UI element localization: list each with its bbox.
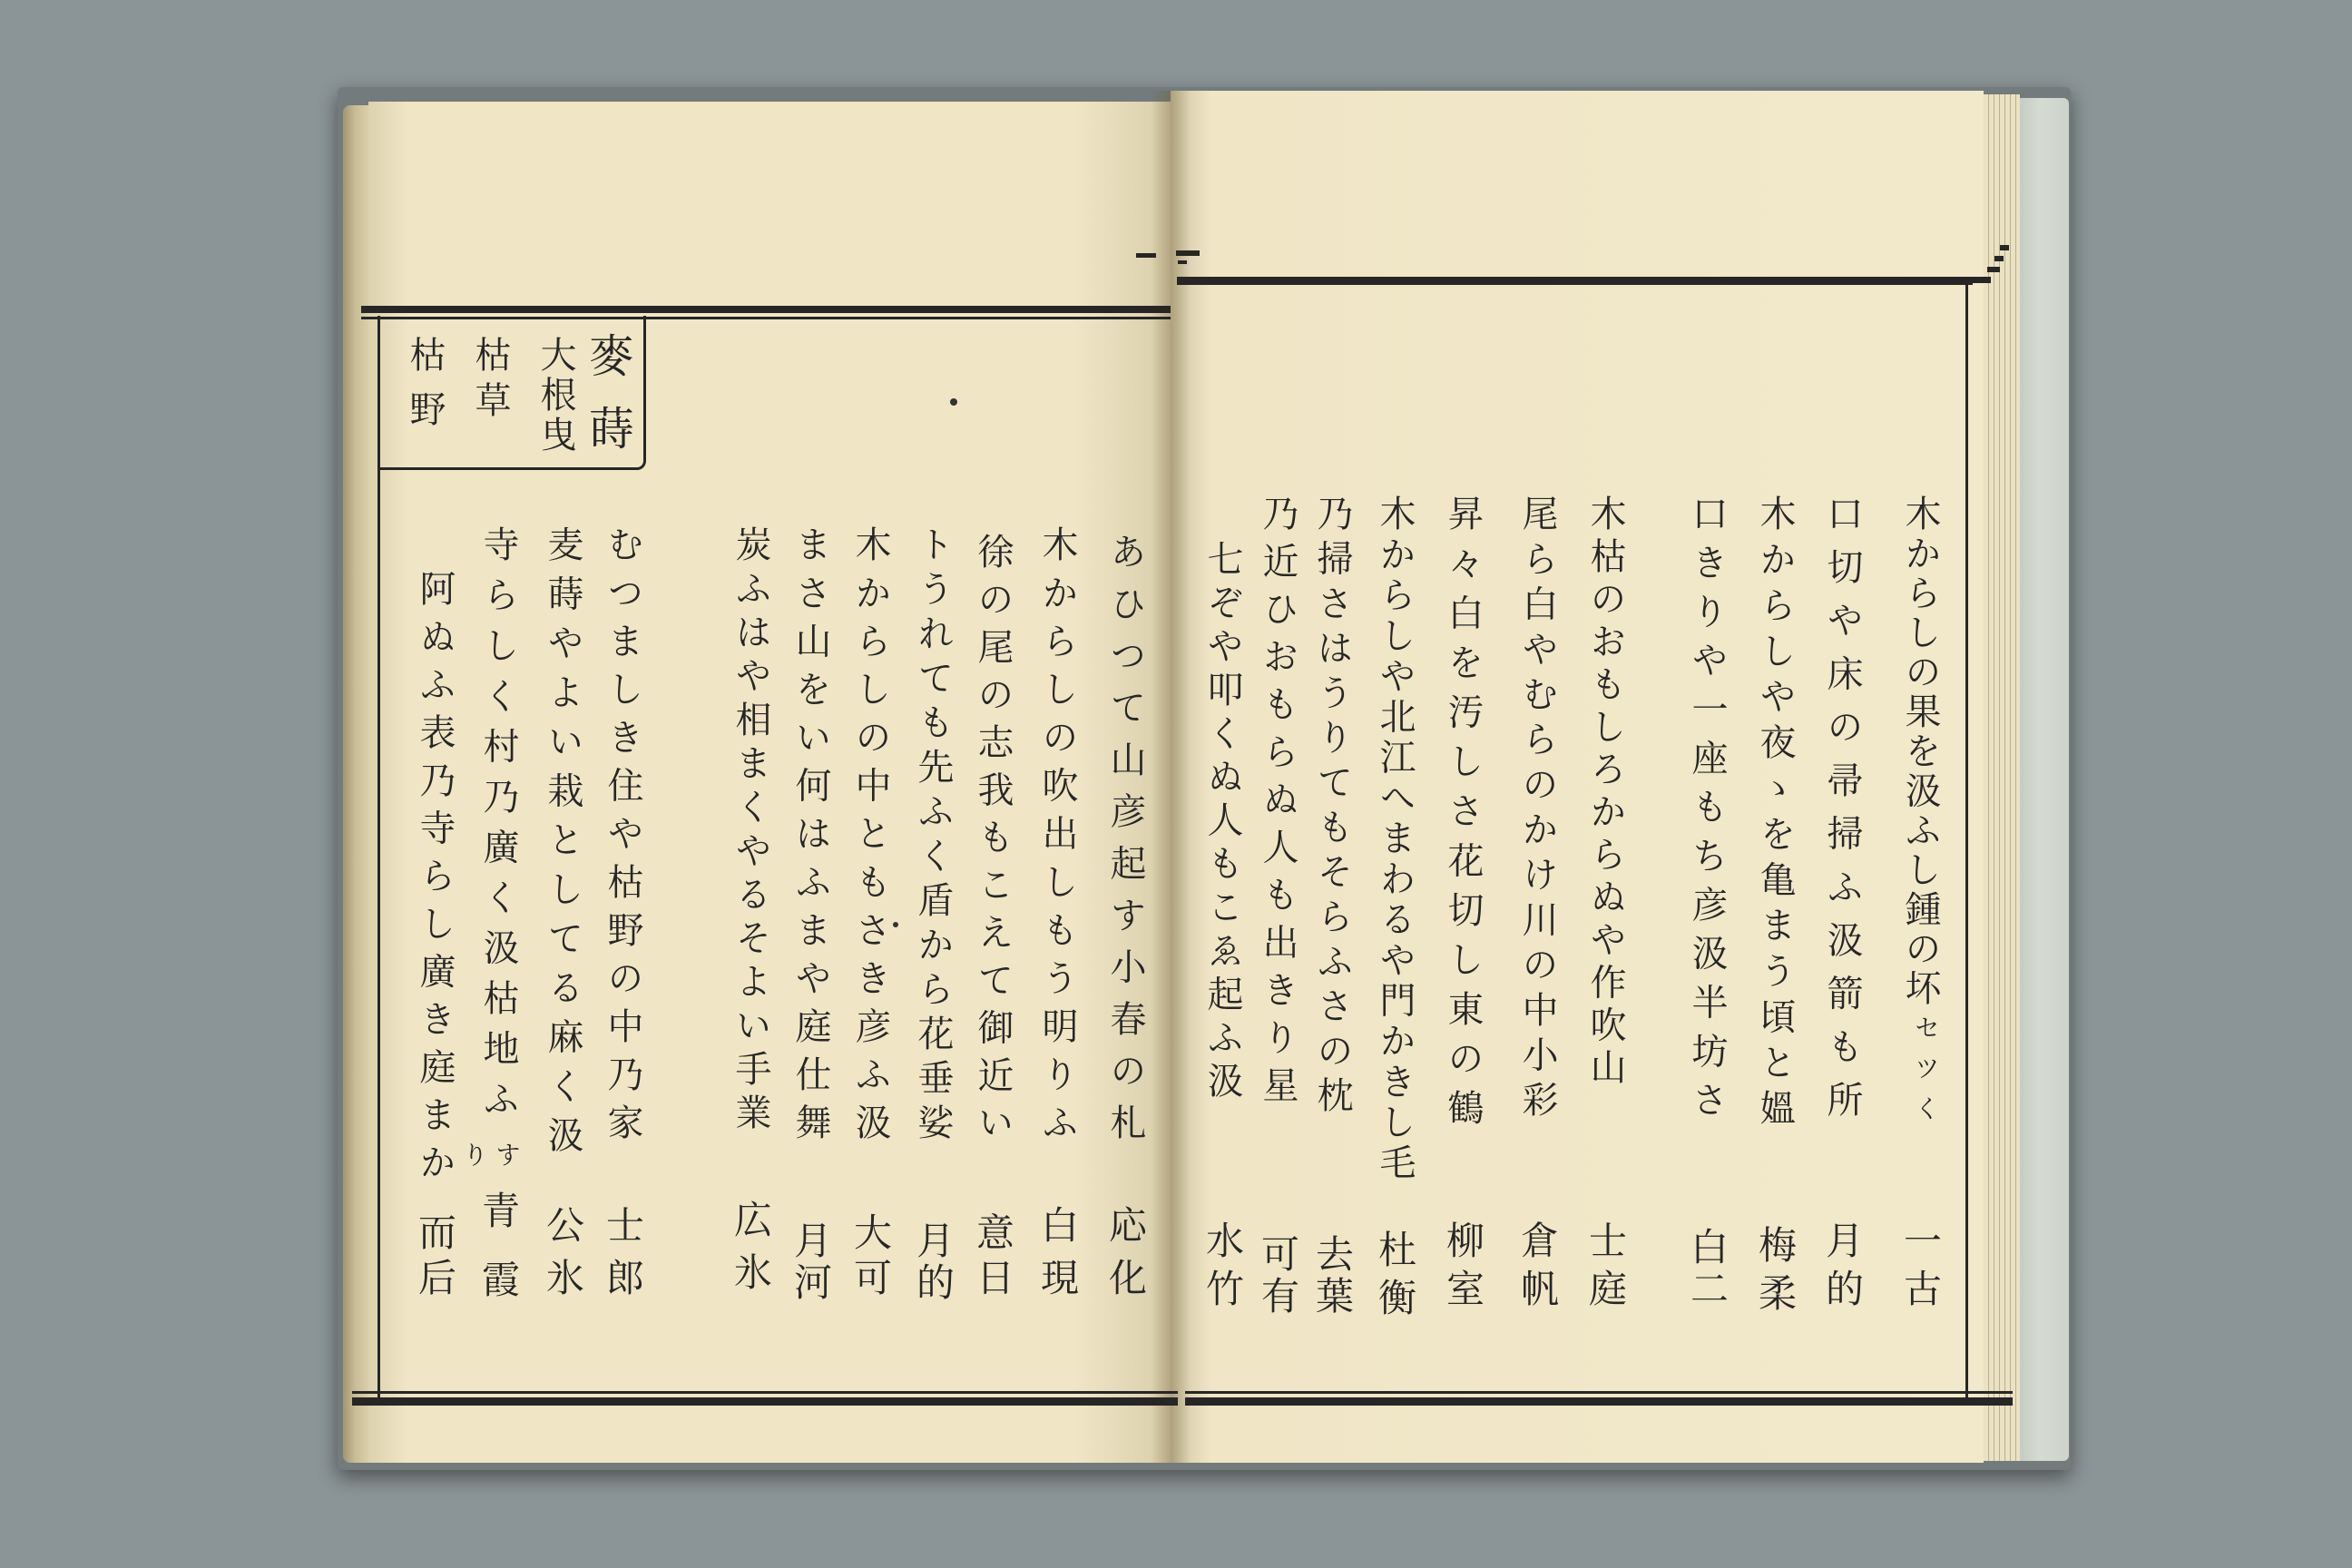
poet-name: 大可 xyxy=(848,1212,893,1296)
verse-text: むつましき住や枯野の中乃家 xyxy=(602,525,643,1140)
top-rule xyxy=(1177,277,1973,285)
bottom-rule-thin xyxy=(352,1391,1178,1394)
verse-note: すり xyxy=(459,1142,522,1167)
fold-mark xyxy=(1178,260,1187,264)
top-rule xyxy=(361,306,1171,313)
poet-name: 倉帆 xyxy=(1515,1220,1560,1307)
poet-name: 士郎 xyxy=(601,1205,645,1296)
verse-text: 木からしや北江へまわるや門かきし毛 xyxy=(1374,495,1416,1180)
verse-text: 麦蒔やよい栽としてる麻く汲 xyxy=(542,525,583,1152)
poet-name: 去葉 xyxy=(1310,1234,1355,1314)
verse-text: 尾ら白やむらのかけ川の中小彩 xyxy=(1516,495,1558,1118)
poet-name: 士庭 xyxy=(1583,1220,1628,1307)
poet-name: 月的 xyxy=(1820,1220,1865,1307)
corner-mark xyxy=(1973,277,1991,283)
poet-name: 柳室 xyxy=(1441,1220,1485,1307)
ink-dot xyxy=(950,398,957,406)
back-cover xyxy=(2020,98,2069,1461)
topic-label: 枯野 xyxy=(404,336,446,426)
poet-name: 応化 xyxy=(1103,1205,1148,1296)
poet-name: 広氷 xyxy=(729,1200,773,1290)
topic-label: 麥蒔 xyxy=(582,332,634,450)
poet-name: 意日 xyxy=(971,1212,1015,1296)
poet-name: 青霞 xyxy=(476,1191,521,1298)
corner-mark xyxy=(1987,267,2000,272)
verse-text: 木からしの中ともさき彦ふ汲 xyxy=(849,525,891,1140)
verse-text: 徐の尾の志我もこえて御近い xyxy=(972,533,1014,1140)
fold-mark xyxy=(1176,250,1200,256)
verse-text: トうれても先ふく盾から花垂娑 xyxy=(912,525,954,1140)
bottom-rule xyxy=(1185,1397,2013,1406)
verse-text: 木枯のおもしろからぬや作吹山 xyxy=(1584,495,1626,1084)
poet-name: 一古 xyxy=(1898,1220,1943,1307)
verse-text: 阿ぬふ表乃寺らし廣き庭まか xyxy=(414,570,456,1180)
verse-text: 木からしの果を汲ふし鍾の坏 xyxy=(1899,495,1941,1005)
poet-name: 公氷 xyxy=(541,1205,585,1296)
verse-note: セツく xyxy=(1911,1014,1941,1121)
verse-text: 七ぞや叩くぬ人もこゑ起ふ汲 xyxy=(1201,540,1243,1098)
corner-mark xyxy=(1994,256,2004,261)
verse-text: 木からしの吹出しもう明りふ xyxy=(1036,525,1078,1140)
border-line xyxy=(377,316,380,1397)
poet-name: 水竹 xyxy=(1200,1220,1245,1307)
topic-label: 枯草 xyxy=(469,336,511,417)
gutter-shadow xyxy=(1151,91,1191,1463)
verse-text: 乃掃さはうりてもそらふさの枕 xyxy=(1311,495,1353,1112)
poet-name: 月河 xyxy=(789,1220,833,1300)
verse-text: 昇々白を汚しさ花切し東の鶴 xyxy=(1442,495,1484,1125)
ink-dot xyxy=(893,922,898,927)
bottom-rule-thin xyxy=(1185,1391,2013,1394)
verse-text: 口きりや一座もち彦汲半坊さ xyxy=(1686,495,1728,1117)
fold-mark xyxy=(1136,253,1156,258)
topic-label: 大根曳 xyxy=(534,336,576,452)
verse-text: 木からしや夜ゝを亀まう頃と媼 xyxy=(1754,495,1796,1125)
page-edge-stack xyxy=(1984,94,2020,1461)
poet-name: 而后 xyxy=(413,1212,457,1296)
poet-name: 杜衡 xyxy=(1373,1230,1417,1316)
verse-text: 乃近ひおもらぬ人も出きり星 xyxy=(1257,495,1298,1102)
poet-name: 白現 xyxy=(1035,1205,1080,1296)
verse-text: 口切や床の帚掃ふ汲箭も所 xyxy=(1821,495,1863,1117)
bottom-rule xyxy=(352,1397,1178,1406)
poet-name: 梅柔 xyxy=(1753,1225,1798,1311)
poet-name: 可有 xyxy=(1256,1234,1300,1314)
border-line xyxy=(1965,283,1968,1401)
verse-text: 炭ふはや相まくやるそよい手業 xyxy=(730,525,771,1130)
poet-name: 月的 xyxy=(911,1220,956,1300)
poet-name: 白二 xyxy=(1685,1227,1730,1307)
verse-text: 寺らしく村乃廣く汲枯地ふ xyxy=(477,525,519,1116)
verse-text: あひつて山彦起す小春の札 xyxy=(1104,533,1146,1140)
verse-text: まさ山をい何はふまや庭仕舞 xyxy=(789,525,831,1140)
corner-mark xyxy=(2000,245,2009,250)
